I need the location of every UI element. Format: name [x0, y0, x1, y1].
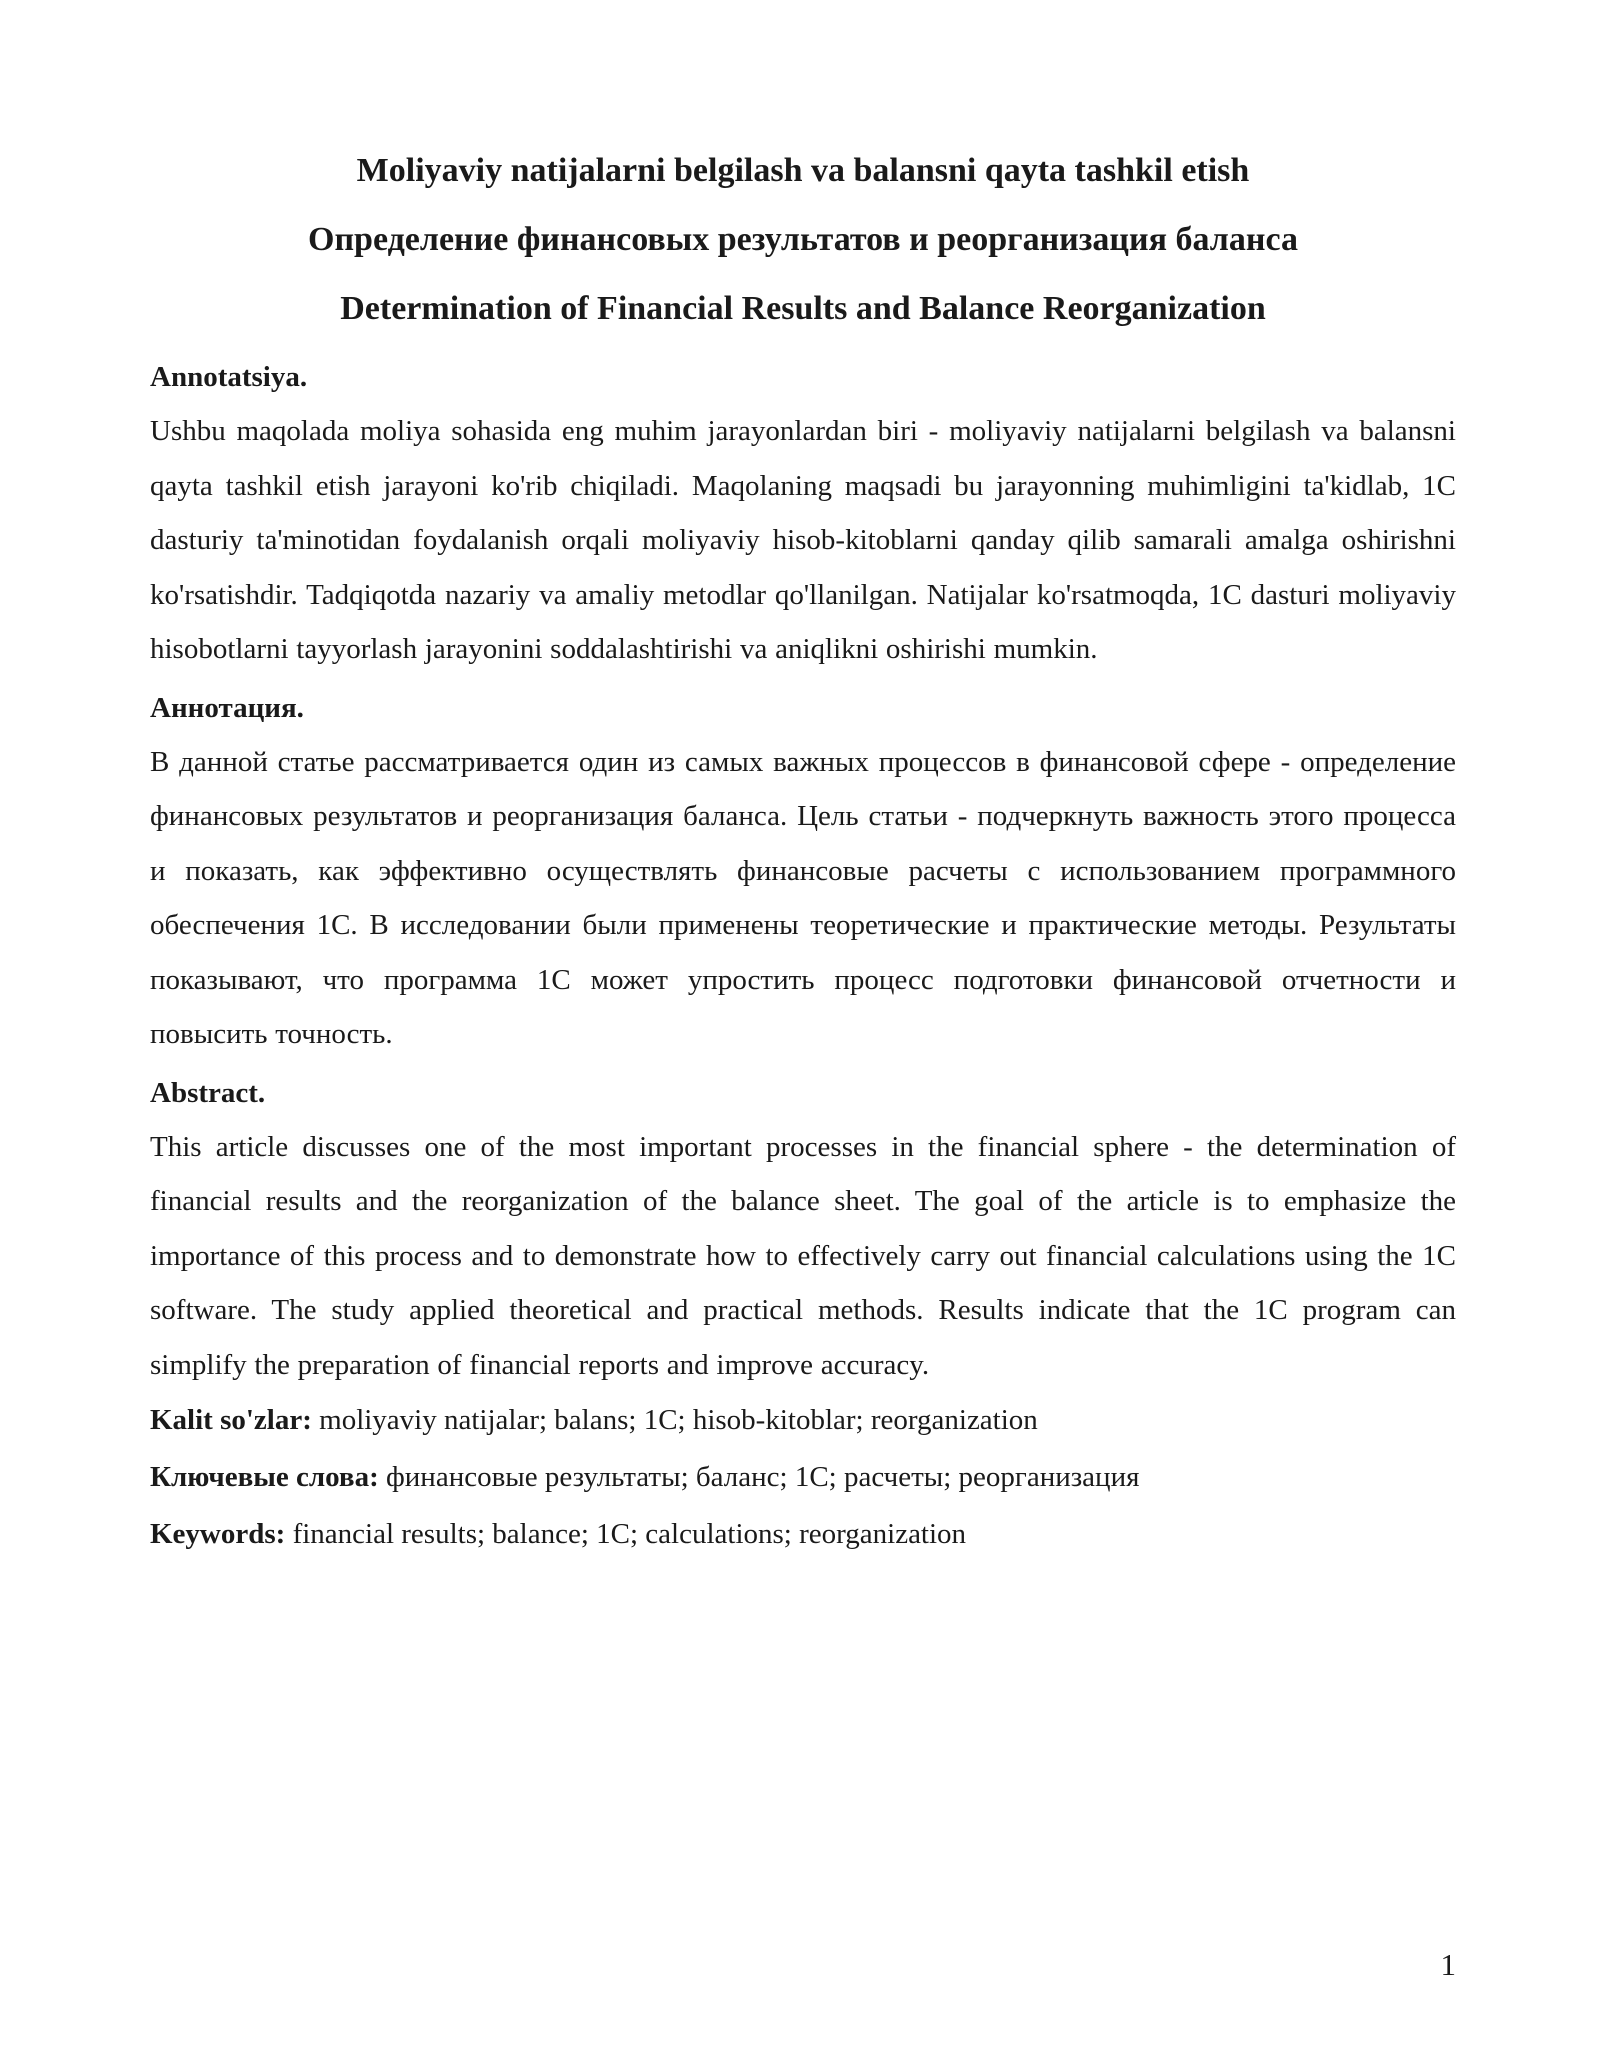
abstract-uz-text: Ushbu maqolada moliya sohasida eng muhim jarayonlardan biri - moliyaviy natijalarni belgilash va balansni qayta tashkil etish jarayoni ko'rib chiqiladi. Maqolaning maqsadi bu jarayonning muhimligini ta'kidlab, 1C dasturiy ta'minotidan foydalanish orqali moliyaviy hisob-kitoblarni qanday qilib samarali amalga oshirishni ko'rsatishdir. Tadqiqotda nazariy va amaliy metodlar qo'llanilgan. Natijalar ko'rsatmoqda, 1C dasturi moliyaviy hisobotlarni tayyorlash jarayonini soddalashtirishi va aniqlikni oshirishi mumkin.	[150, 415, 1456, 665]
abstract-en-heading: Abstract.	[150, 1076, 266, 1109]
abstract-en-text: This article discusses one of the most important processes in the financial sphere - the determination of financial results and the reorganization of the balance sheet. The goal of the article is to emphasize the importance of this process and to demonstrate how to effectively carry out financial calculations using the 1C software. The study applied theoretical and practical methods. Results indicate that the 1C program can simplify the preparation of financial reports and improve accuracy.	[150, 1130, 1456, 1381]
keywords-en	[150, 1506, 1456, 1563]
keywords-en-text: financial results; balance; 1C; calculations; reorganization	[285, 1518, 967, 1550]
title-english: Determination of Financial Results and Balance Reorganization	[340, 290, 1266, 327]
keywords-uz	[150, 1392, 1456, 1449]
keywords-ru-label: Ключевые слова:	[150, 1461, 379, 1493]
keywords-en-label: Keywords:	[150, 1518, 286, 1550]
title-russian: Определение финансовых результатов и реорганизация баланса	[308, 221, 1298, 258]
abstract-uz-heading: Annotatsiya.	[150, 361, 308, 393]
keywords-uz-label: Kalit so'zlar:	[150, 1404, 312, 1436]
page-number: 1	[1440, 1947, 1456, 1982]
keywords-uz-text: moliyaviy natijalar; balans; 1C; hisob-kitoblar; reorganization	[311, 1404, 1038, 1436]
abstract-ru-text: В данной статье рассматривается один из самых важных процессов в финансовой сфере - определение финансовых результатов и реорганизация баланса. Цель статьи - подчеркнуть важность этого процесса и показать, как эффективно осуществлять финансовые расчеты с использованием программного обеспечения 1С. В исследовании были применены теоретические и практические методы. Результаты показывают, что программа 1С может упростить процесс подготовки финансовой отчетности и повысить точность.	[150, 745, 1456, 1050]
abstracts-block	[150, 350, 1456, 1563]
keywords-ru	[150, 1449, 1456, 1506]
abstract-ru-heading: Аннотация.	[150, 691, 304, 724]
title-uzbek: Moliyaviy natijalarni belgilash va balansni qayta tashkil etish	[356, 152, 1250, 189]
keywords-ru-text: финансовые результаты; баланс; 1С; расчеты; реорганизация	[378, 1461, 1140, 1493]
title-block	[150, 136, 1456, 343]
